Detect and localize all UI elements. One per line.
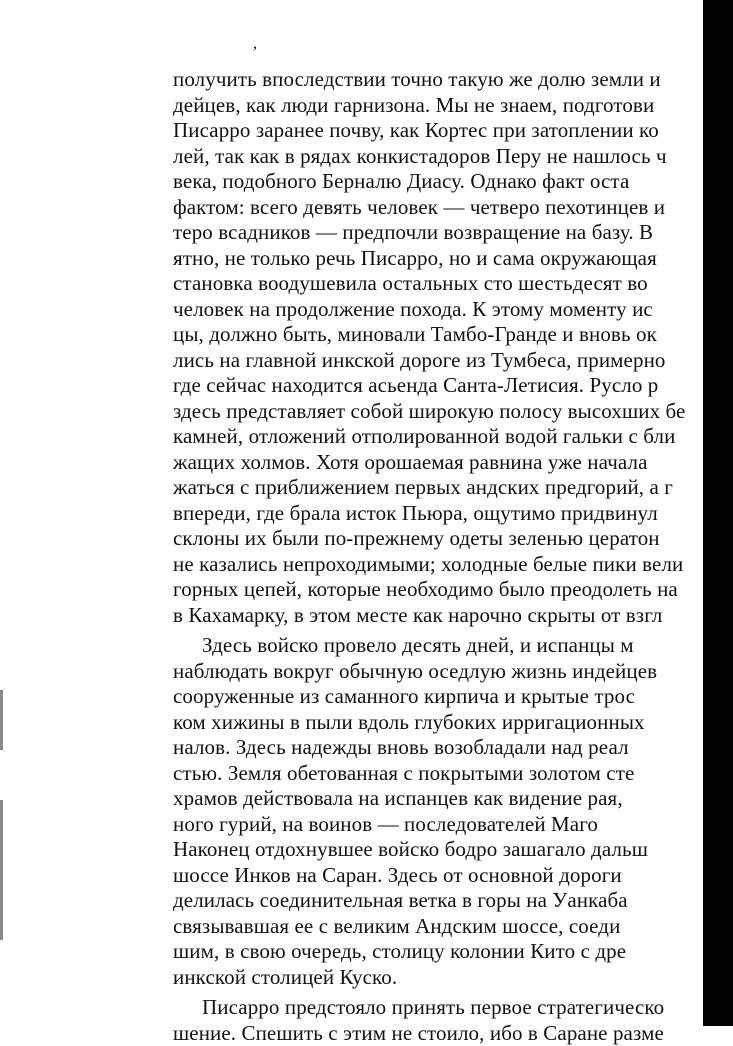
text-line: впереди, где брала исток Пьюра, ощутимо придвинул xyxy=(173,501,733,527)
text-line: инкской столицей Куско. xyxy=(173,965,733,991)
text-line: здесь представляет собой широкую полосу высохших бе xyxy=(173,399,733,425)
text-line: наблюдать вокруг обычную оседлую жизнь индейцев xyxy=(173,659,733,685)
text-line: сооруженные из саманного кирпича и крытые трос xyxy=(173,684,733,710)
text-line: делилась соединительная ветка в горы на Уанкаба xyxy=(173,888,733,914)
text-line: шоссе Инков на Саран. Здесь от основной дороги xyxy=(173,863,733,889)
text-line: дейцев, как люди гарнизона. Мы не знаем, подготови xyxy=(173,93,733,119)
text-line: шение. Спешить с этим не стоило, ибо в Саране разме xyxy=(173,1021,733,1046)
text-line: ного гурий, на воинов — последователей Маго xyxy=(173,812,733,838)
text-line: Здесь войско провело десять дней, и испанцы м xyxy=(173,633,733,659)
text-line: связывавшая ее с великим Андским шоссе, соеди xyxy=(173,914,733,940)
text-line: получить впоследствии точно такую же долю земли и xyxy=(173,67,733,93)
text-line: в Кахамарку, в этом месте как нарочно скрыты от взгл xyxy=(173,603,733,629)
text-line: камней, отложений отполированной водой гальки с бли xyxy=(173,424,733,450)
body-text xyxy=(173,67,733,1046)
text-line: налов. Здесь надежды вновь возобладали над реал xyxy=(173,735,733,761)
text-line: века, подобного Берналю Диасу. Однако факт оста xyxy=(173,169,733,195)
text-line: храмов действовала на испанцев как видение рая, xyxy=(173,786,733,812)
text-line: ятно, не только речь Писарро, но и сама окружающая xyxy=(173,246,733,272)
scan-edge-shadow xyxy=(703,0,733,1026)
text-line: Наконец отдохнувшее войско бодро зашагало дальш xyxy=(173,837,733,863)
text-line: стью. Земля обетованная с покрытыми золотом сте xyxy=(173,761,733,787)
text-line: Писарро заранее почву, как Кортес при затоплении ко xyxy=(173,118,733,144)
scan-edge-mark xyxy=(0,800,3,940)
text-line: не казались непроходимыми; холодные белые пики вели xyxy=(173,552,733,578)
text-line: цы, должно быть, миновали Тамбо-Гранде и вновь ок xyxy=(173,322,733,348)
text-line: шим, в свою очередь, столицу колонии Кито с дре xyxy=(173,939,733,965)
text-line: жащих холмов. Хотя орошаемая равнина уже начала xyxy=(173,450,733,476)
top-mark: , xyxy=(253,36,257,52)
text-line: ком хижины в пыли вдоль глубоких ирригационных xyxy=(173,710,733,736)
text-line: Писарро предстояло принять первое стратегическо xyxy=(173,995,733,1021)
paragraph xyxy=(173,995,733,1046)
text-line: фактом: всего девять человек — четверо пехотинцев и xyxy=(173,195,733,221)
text-line: склоны их были по-прежнему одеты зеленью цератон xyxy=(173,526,733,552)
text-line: лей, так как в рядах конкистадоров Перу не нашлось ч xyxy=(173,144,733,170)
text-line: жаться с приближением первых андских предгорий, а г xyxy=(173,475,733,501)
scan-edge-mark xyxy=(0,690,3,750)
text-line: человек на продолжение похода. К этому моменту ис xyxy=(173,297,733,323)
text-line: лись на главной инкской дороге из Тумбеса, примерно xyxy=(173,348,733,374)
paragraph xyxy=(173,633,733,990)
text-line: где сейчас находится асьенда Санта-Летисия. Русло р xyxy=(173,373,733,399)
text-line: теро всадников — предпочли возвращение на базу. В xyxy=(173,220,733,246)
text-line: становка воодушевила остальных сто шестьдесят во xyxy=(173,271,733,297)
text-line: горных цепей, которые необходимо было преодолеть на xyxy=(173,577,733,603)
paragraph xyxy=(173,67,733,628)
